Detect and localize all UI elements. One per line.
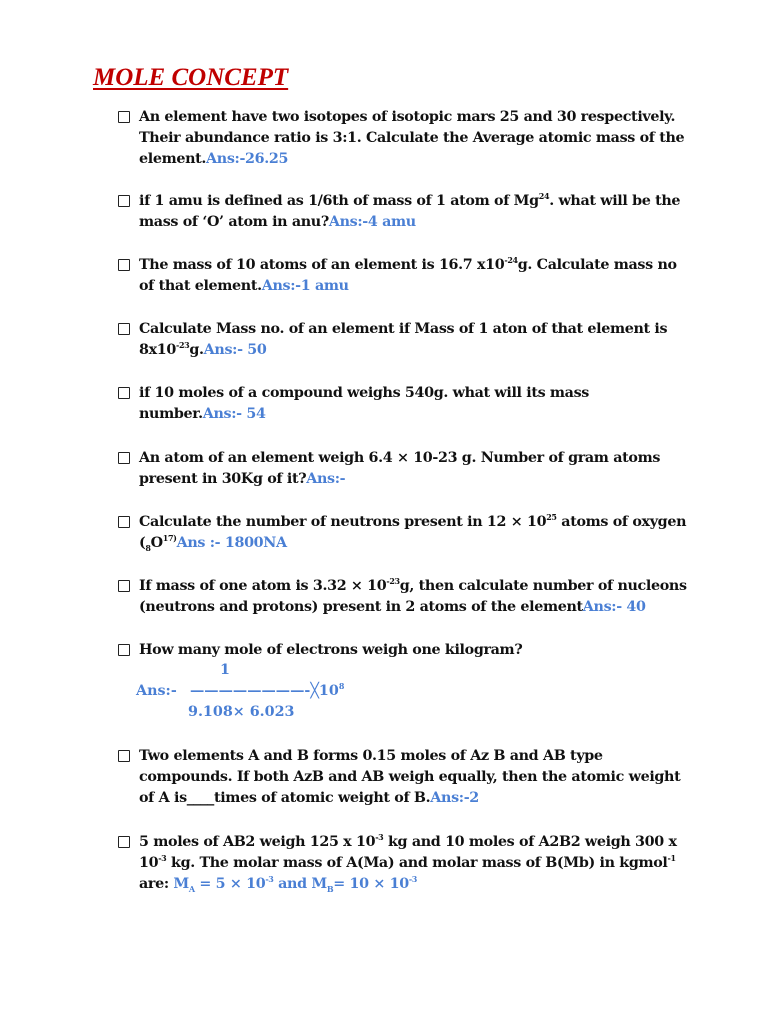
answer-text: Ans:- 50 (203, 342, 267, 358)
answer-text: Ans:- 40 (582, 599, 646, 615)
question-item (118, 255, 693, 297)
answer-text: Ans:- 54 (202, 406, 266, 422)
question-item (118, 512, 693, 554)
fraction-prefix: Ans:- (136, 683, 177, 699)
answer-text: Ans:-2 (430, 790, 479, 806)
checkbox-icon[interactable] (118, 452, 130, 464)
question-item (118, 319, 693, 361)
answer-text: Ans :- 1800NA (176, 535, 287, 551)
fraction-bar: $————————-╳10^8$ (190, 681, 345, 699)
multiply-icon: ╳ (310, 683, 319, 699)
checkbox-icon[interactable] (118, 259, 130, 271)
answer-fraction (118, 662, 418, 724)
question-item (118, 746, 693, 809)
checkbox-icon[interactable] (118, 387, 130, 399)
question-text (139, 107, 693, 170)
question-text: 5 moles of AB2 weigh 125 x $10^{-3}$ kg and 10 moles of A2B2 weigh 300 x $10^{-3}$ kg. The molar mass of A(Ma) and molar mass of B(Mb) in kgmol$^{-1}$ are: $M_A = 5 \times 10^{-3}$ and $M_B= 10 \times 10^{-3}$ (139, 832, 677, 894)
question-item (118, 107, 693, 170)
checkbox-icon[interactable] (118, 111, 130, 123)
answer-text: Ans:-26.25 (206, 151, 289, 167)
page-title: MOLE CONCEPT (93, 64, 289, 91)
checkbox-icon[interactable] (118, 836, 130, 848)
fraction-numerator: 1 (220, 662, 230, 678)
question-text: Calculate the number of neutrons present in $12 \times 10^{25}$ atoms of oxygen ($_8O^{17)}Ans$ :- 1800NA (139, 512, 687, 553)
question-item (118, 191, 693, 233)
question-item (118, 383, 693, 425)
checkbox-icon[interactable] (118, 750, 130, 762)
answer-text: Ans:-1 amu (261, 278, 349, 294)
checkbox-icon[interactable] (118, 580, 130, 592)
question-text: if 1 amu is defined as 1/6th of mass of 1 atom of Mg$^{24}$. what will be the mass of ‘O’ atom in anu?Ans:-4 amu (139, 191, 681, 230)
answer-text: Ans:- (306, 471, 346, 487)
question-item (118, 832, 693, 895)
question-text: If mass of one atom is $3.32 \times 10^{-23}g$, then calculate number of nucleons (neutrons and protons) present in 2 atoms of the elementAns:- 40 (139, 576, 687, 615)
question-text: How many mole of electrons weigh one kilogram? (139, 642, 523, 658)
question-item (118, 576, 693, 618)
checkbox-icon[interactable] (118, 516, 130, 528)
checkbox-icon[interactable] (118, 644, 130, 656)
question-text: An atom of an element weigh 6.4 × 10-23 g. Number of gram atoms present in 30Kg of it?Ans:- (139, 450, 661, 487)
question-text: The mass of 10 atoms of an element is 16.7 $x10^{-24}g$. Calculate mass no of that element.Ans:-1 amu (139, 255, 677, 294)
answer-text: Ans:-4 amu (328, 214, 416, 230)
checkbox-icon[interactable] (118, 323, 130, 335)
answer-text: $M_A = 5 \times 10^{-3}$ and $M_B= 10 \times 10^{-3}$ (173, 874, 417, 894)
question-text: Calculate Mass no. of an element if Mass of 1 aton of that element is $8x10^{-23}g.Ans:-$ 50 (139, 321, 668, 358)
question-item (118, 448, 693, 490)
fraction-denominator: 9.108× 6.023 (188, 704, 295, 720)
question-body: An element have two isotopes of isotopic mars 25 and 30 respectively. Their abundance ratio is 3:1. Calculate the Average atomic mass of the element. (139, 109, 685, 167)
checkbox-icon[interactable] (118, 195, 130, 207)
question-text: Two elements A and B forms 0.15 moles of Az B and AB type compounds. If both AzB and AB weigh equally, then the atomic weight of A is____times of atomic weight of B.Ans:-2 (139, 748, 681, 806)
question-text: if 10 moles of a compound weighs 540g. what will its mass number.Ans:- 54 (139, 385, 589, 422)
question-item (118, 640, 693, 661)
